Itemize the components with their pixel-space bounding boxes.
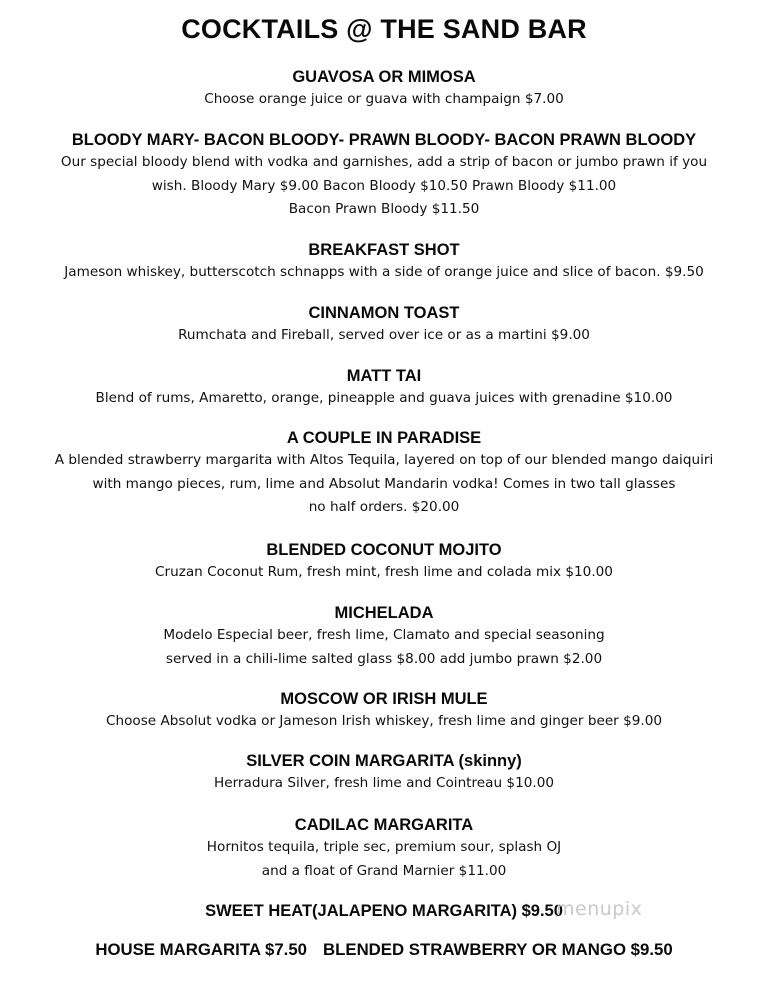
- description-line: no half orders. $20.00: [308, 499, 460, 515]
- item-description: [0, 561, 768, 585]
- description-line: Choose orange juice or guava with champaign $7.00: [204, 91, 564, 107]
- menu-item-cinnamon-toast: [0, 302, 768, 348]
- item-name: BLOODY MARY- BACON BLOODY- PRAWN BLOODY- BACON PRAWN BLOODY: [71, 131, 697, 149]
- item-description: [0, 836, 768, 883]
- item-name: CADILAC MARGARITA: [294, 816, 474, 834]
- description-line: Blend of rums, Amaretto, orange, pineapple and guava juices with grenadine $10.00: [95, 390, 673, 406]
- blended-margarita-price: BLENDED STRAWBERRY OR MANGO $9.50: [323, 940, 673, 959]
- item-description: [0, 324, 768, 348]
- description-line: and a float of Grand Marnier $11.00: [261, 862, 507, 879]
- item-description: [0, 88, 768, 112]
- description-line: Choose Absolut vodka or Jameson Irish whiskey, fresh lime and ginger beer $9.00: [105, 713, 663, 729]
- description-line: Modelo Especial beer, fresh lime, Clamato and special seasoning: [163, 627, 605, 643]
- description-line: Hornitos tequila, triple sec, premium sour, splash OJ: [206, 839, 562, 855]
- description-line: with mango pieces, rum, lime and Absolut Mandarin vodka! Comes in two tall glasses: [92, 475, 676, 492]
- item-name: SWEET HEAT(JALAPENO MARGARITA) $9.50: [205, 902, 563, 920]
- description-line: served in a chili-lime salted glass $8.00 add jumbo prawn $2.00: [165, 650, 603, 667]
- menu-item-breakfast-shot: [0, 239, 768, 285]
- menu-item-couple-in-paradise: [0, 427, 768, 520]
- item-description: [0, 449, 768, 520]
- menu-item-silver-coin-margarita: [0, 750, 768, 796]
- description-line: wish. Bloody Mary $9.00 Bacon Bloody $10.50 Prawn Bloody $11.00: [151, 177, 617, 194]
- description-line: Rumchata and Fireball, served over ice or as a martini $9.00: [178, 327, 590, 343]
- item-description: [0, 710, 768, 734]
- menu-item-coconut-mojito: [0, 539, 768, 585]
- description-line: Jameson whiskey, butterscotch schnapps with a side of orange juice and slice of bacon. $9.50: [64, 264, 704, 280]
- item-description: [0, 624, 768, 671]
- menu-title: COCKTAILS @ THE SAND BAR: [181, 14, 587, 44]
- description-line: Herradura Silver, fresh lime and Cointreau $10.00: [213, 775, 554, 791]
- item-name: BLENDED COCONUT MOJITO: [266, 541, 502, 559]
- item-name: BREAKFAST SHOT: [308, 241, 460, 259]
- house-margarita-price: HOUSE MARGARITA $7.50: [95, 940, 307, 959]
- menu-item-guavosa: [0, 66, 768, 112]
- item-name: MATT TAI: [346, 367, 422, 385]
- menu-item-bloody-mary: [0, 129, 768, 222]
- item-name: GUAVOSA OR MIMOSA: [292, 68, 476, 86]
- item-name: SILVER COIN MARGARITA (skinny): [246, 752, 522, 770]
- item-description: [0, 151, 768, 222]
- description-line: Our special bloody blend with vodka and garnishes, add a strip of bacon or jumbo prawn if you: [60, 154, 708, 170]
- menu-item-mule: [0, 688, 768, 734]
- menu-item-matt-tai: [0, 365, 768, 411]
- menu-item-cadilac-margarita: [0, 814, 768, 883]
- item-name: CINNAMON TOAST: [308, 304, 460, 322]
- description-line: A blended strawberry margarita with Altos Tequila, layered on top of our blended mango daiquiri: [54, 452, 714, 468]
- menu-item-michelada: [0, 602, 768, 671]
- item-name: MOSCOW OR IRISH MULE: [280, 690, 488, 708]
- item-description: [0, 772, 768, 796]
- footer-specials: [0, 940, 768, 960]
- watermark: menupix: [556, 898, 643, 920]
- description-line: Bacon Prawn Bloody $11.50: [288, 201, 480, 217]
- description-line: Cruzan Coconut Rum, fresh mint, fresh lime and colada mix $10.00: [155, 564, 613, 580]
- item-description: [0, 261, 768, 285]
- item-name: A COUPLE IN PARADISE: [286, 429, 482, 447]
- menu-item-sweet-heat: [0, 900, 768, 922]
- item-description: [0, 387, 768, 411]
- item-name: MICHELADA: [334, 604, 434, 622]
